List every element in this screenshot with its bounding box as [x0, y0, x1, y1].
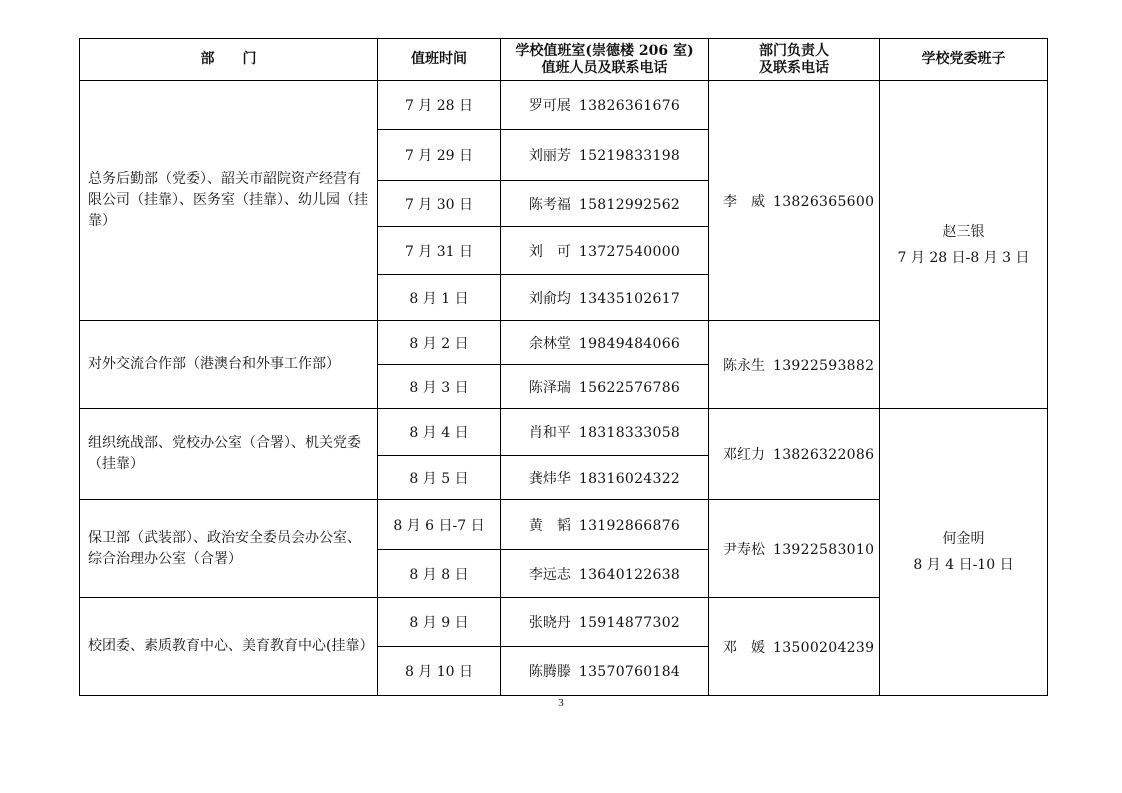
party-leader-range: 8 月 4 日-10 日 — [913, 557, 1014, 573]
header-department-head: 部门负责人 及联系电话 — [709, 39, 880, 81]
head-name: 尹寿松 — [723, 541, 765, 558]
department-head-cell — [709, 81, 880, 321]
department-cell: 对外交流合作部（港澳台和外事工作部） — [80, 321, 378, 409]
party-leader-cell — [880, 409, 1048, 696]
party-leader-name: 何金明 — [942, 531, 985, 547]
duty-person-name: 刘俞均 — [528, 290, 571, 307]
duty-person-phone: 19849484066 — [578, 335, 681, 352]
department-cell: 校团委、素质教育中心、美育教育中心(挂靠） — [80, 598, 378, 696]
duty-person-phone: 15219833198 — [578, 148, 681, 164]
duty-person-cell — [501, 647, 709, 696]
duty-person-name: 李远志 — [528, 566, 571, 583]
duty-person-phone: 13570760184 — [578, 664, 681, 680]
duty-date-cell: 8 月 10 日 — [378, 647, 501, 696]
duty-date-cell: 8 月 3 日 — [378, 365, 501, 409]
duty-person-name: 刘丽芳 — [528, 148, 571, 164]
table-row — [80, 409, 1048, 456]
duty-person-phone: 15622576786 — [578, 379, 681, 396]
duty-date-cell: 7 月 31 日 — [378, 227, 501, 275]
department-head-cell — [709, 321, 880, 409]
duty-date-cell: 8 月 2 日 — [378, 321, 501, 365]
duty-person-cell — [501, 275, 709, 321]
party-leader-range: 7 月 28 日-8 月 3 日 — [897, 249, 1030, 266]
duty-date-cell: 8 月 5 日 — [378, 456, 501, 500]
duty-person-name: 张晓丹 — [528, 615, 571, 631]
duty-person-cell — [501, 500, 709, 550]
head-phone: 13922593882 — [773, 357, 875, 374]
head-phone: 13500204239 — [773, 639, 875, 656]
duty-date-cell: 8 月 6 日-7 日 — [378, 500, 501, 550]
department-head-cell — [709, 598, 880, 696]
duty-person-phone: 13640122638 — [578, 566, 681, 583]
department-cell: 总务后勤部（党委）、韶关市韶院资产经营有限公司（挂靠）、医务室（挂靠）、幼儿园（挂靠） — [80, 81, 378, 321]
duty-person-cell — [501, 81, 709, 130]
duty-person-phone: 18316024322 — [578, 470, 681, 487]
head-phone: 13826365600 — [773, 193, 875, 210]
duty-person-cell — [501, 130, 709, 181]
duty-person-name: 刘 可 — [528, 243, 571, 260]
duty-person-cell — [501, 227, 709, 275]
department-cell: 保卫部（武装部）、政治安全委员会办公室、综合治理办公室（合署） — [80, 500, 378, 598]
header-duty-office: 学校值班室(崇德楼 206 室) 值班人员及联系电话 — [501, 39, 709, 81]
duty-person-name: 肖和平 — [528, 425, 571, 441]
duty-person-phone: 15812992562 — [578, 196, 681, 213]
party-leader-cell — [880, 81, 1048, 409]
duty-person-name: 余林堂 — [528, 335, 571, 352]
duty-person-cell — [501, 550, 709, 598]
page-number: 3 — [558, 697, 564, 709]
head-name: 邓红力 — [723, 447, 765, 463]
header-department: 部 门 — [80, 39, 378, 81]
duty-date-cell: 7 月 30 日 — [378, 181, 501, 227]
table-row — [80, 81, 1048, 130]
department-cell: 组织统战部、党校办公室（合署）、机关党委（挂靠） — [80, 409, 378, 500]
duty-date-cell: 8 月 1 日 — [378, 275, 501, 321]
duty-person-phone: 13826361676 — [578, 98, 681, 114]
duty-person-phone: 13435102617 — [578, 290, 681, 307]
duty-date-cell: 8 月 8 日 — [378, 550, 501, 598]
duty-person-phone: 13727540000 — [578, 243, 681, 260]
duty-person-cell — [501, 598, 709, 647]
header-party-committee: 学校党委班子 — [880, 39, 1048, 81]
duty-person-phone: 15914877302 — [578, 615, 681, 631]
duty-person-name: 龚炜华 — [528, 470, 571, 487]
head-name: 李 威 — [723, 193, 765, 210]
duty-date-cell: 8 月 9 日 — [378, 598, 501, 647]
department-head-cell — [709, 500, 880, 598]
duty-person-name: 陈泽瑞 — [528, 379, 571, 396]
department-head-cell — [709, 409, 880, 500]
duty-date-cell: 7 月 28 日 — [378, 81, 501, 130]
duty-person-name: 黄 韬 — [528, 517, 571, 534]
head-phone: 13922583010 — [773, 541, 875, 558]
party-leader-name: 赵三银 — [942, 223, 985, 240]
duty-person-cell — [501, 321, 709, 365]
table-header-row — [80, 39, 1048, 81]
head-name: 邓 媛 — [723, 639, 765, 656]
duty-person-cell — [501, 456, 709, 500]
duty-person-cell — [501, 181, 709, 227]
duty-person-phone: 13192866876 — [578, 517, 681, 534]
duty-roster-table — [79, 38, 1048, 696]
duty-person-phone: 18318333058 — [578, 425, 681, 441]
header-duty-date: 值班时间 — [378, 39, 501, 81]
duty-date-cell: 7 月 29 日 — [378, 130, 501, 181]
head-phone: 13826322086 — [773, 447, 875, 463]
duty-person-name: 罗可展 — [528, 98, 571, 114]
duty-person-name: 陈腾滕 — [528, 664, 571, 680]
duty-date-cell: 8 月 4 日 — [378, 409, 501, 456]
head-name: 陈永生 — [723, 357, 765, 374]
duty-person-name: 陈考福 — [528, 196, 571, 213]
duty-person-cell — [501, 409, 709, 456]
duty-person-cell — [501, 365, 709, 409]
